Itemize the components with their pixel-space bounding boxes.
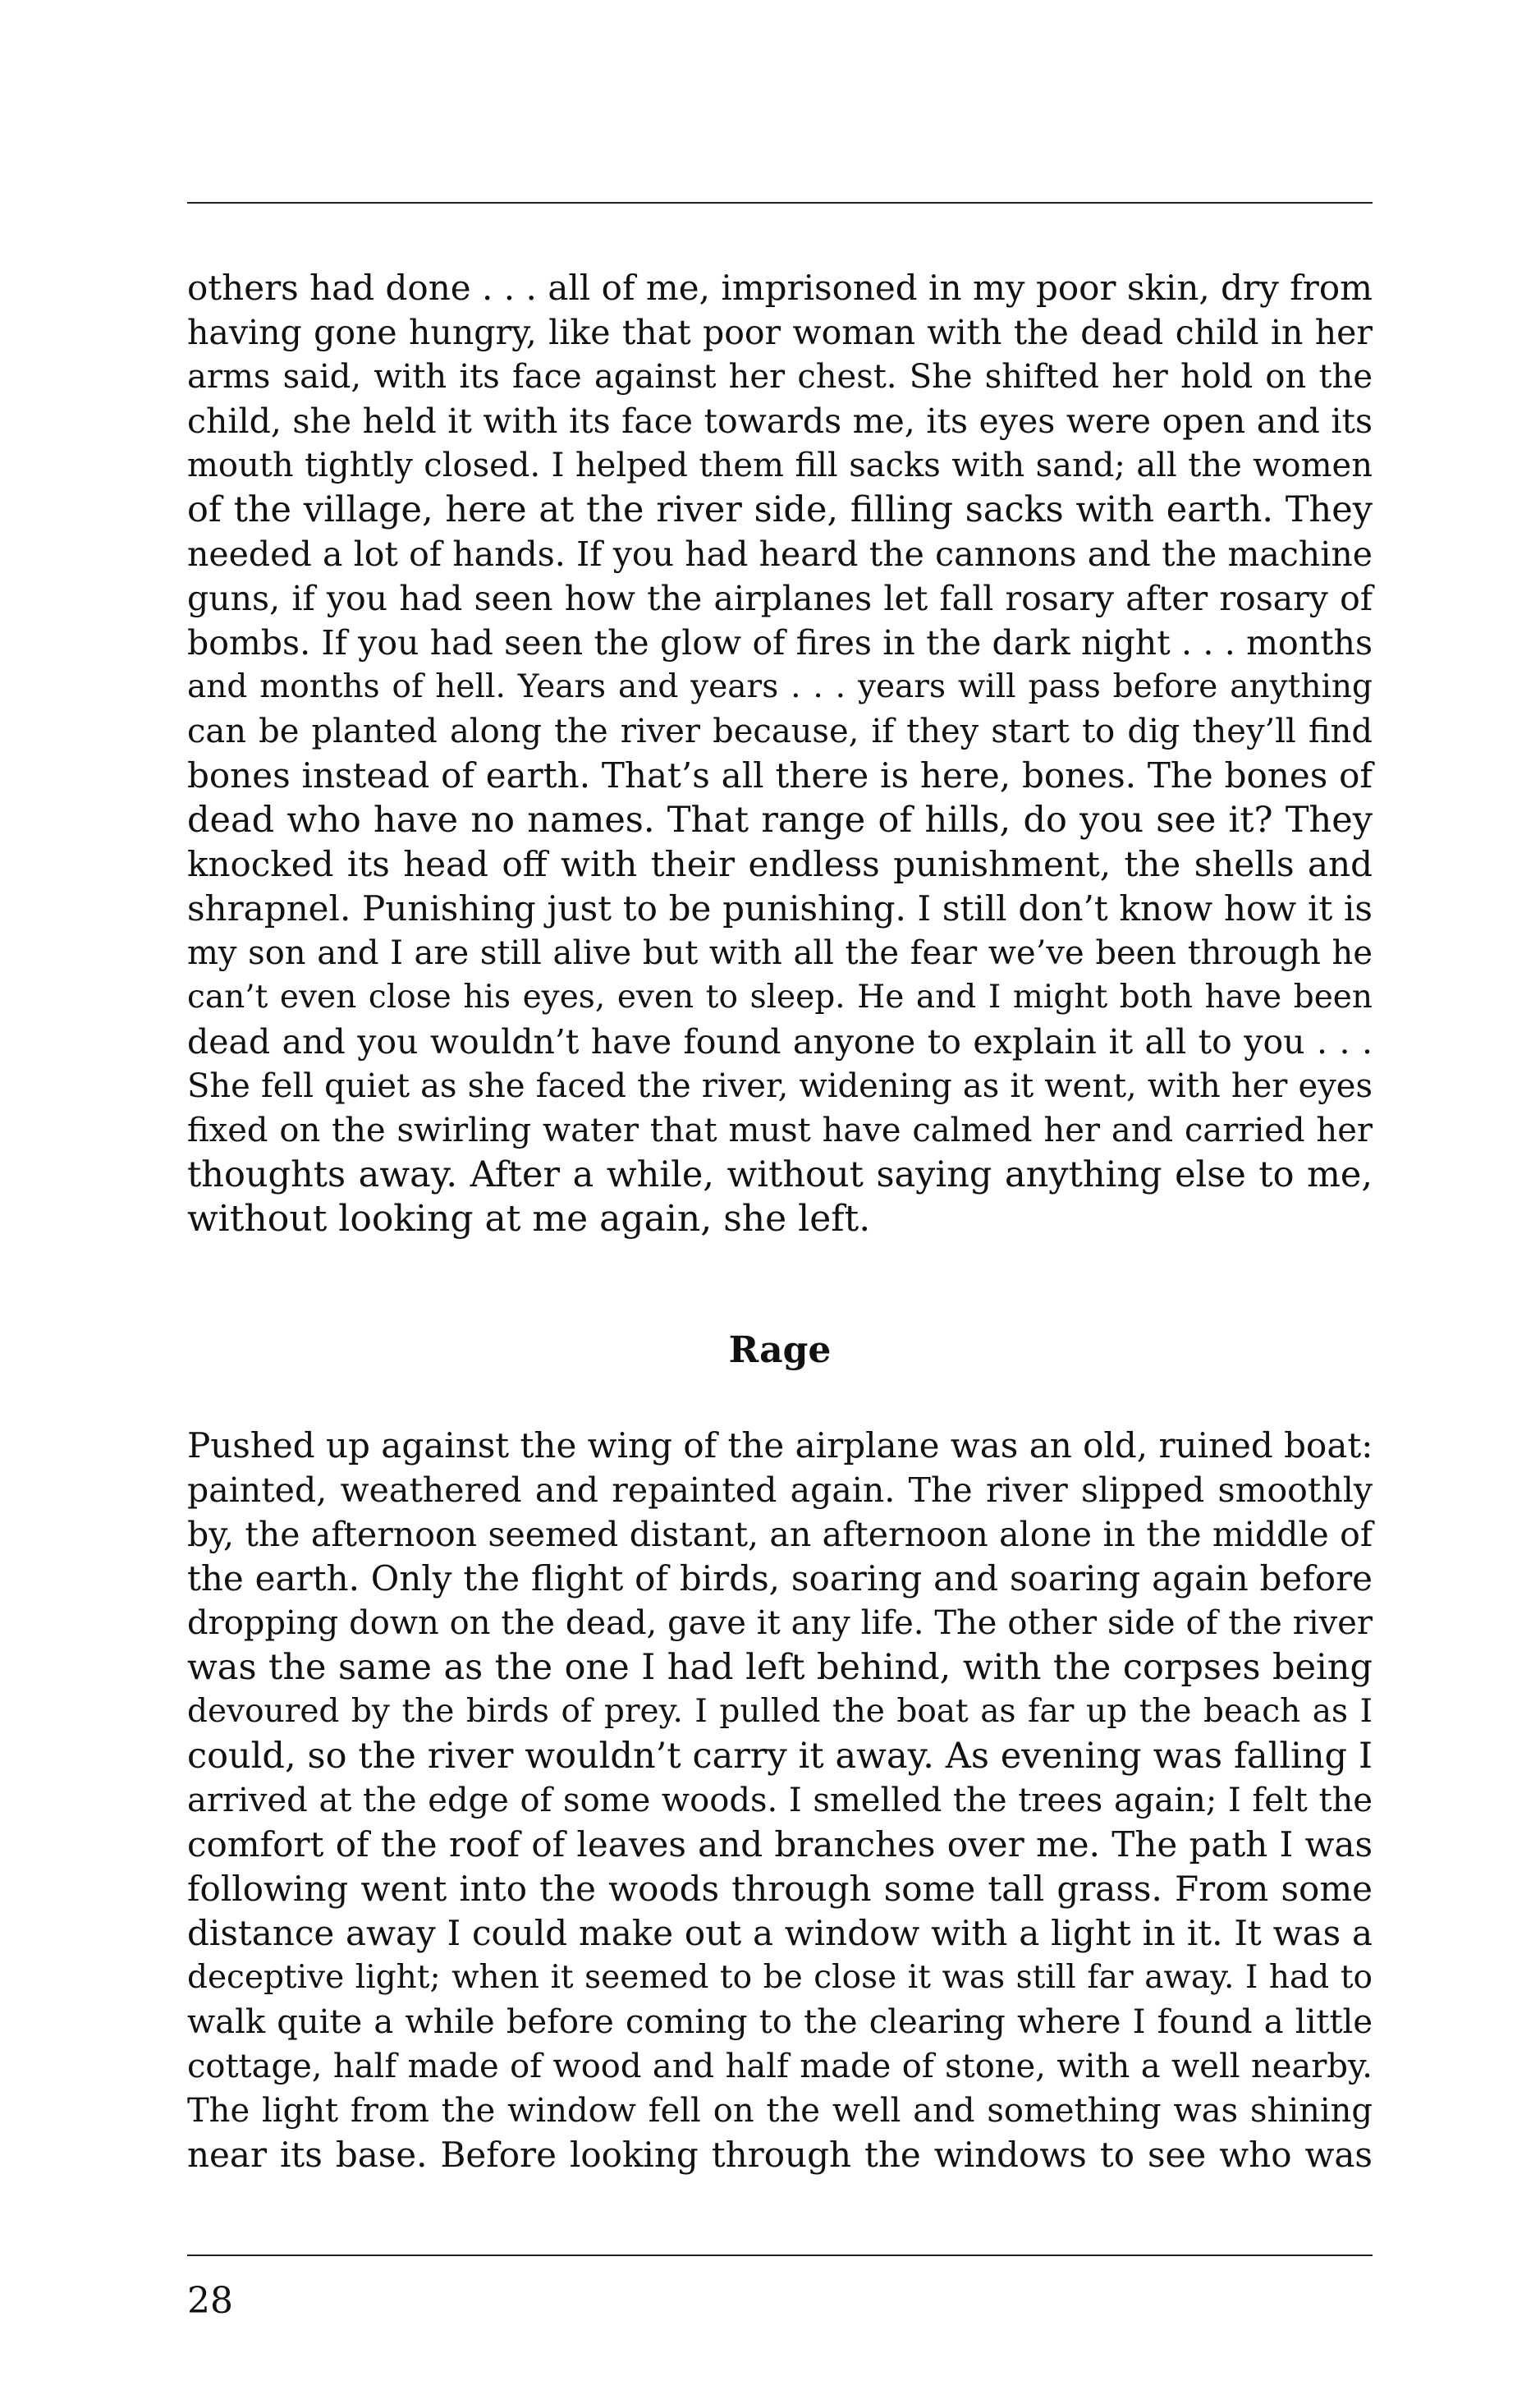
text-line: comfort of the roof of leaves and branches over me. The path I was bbox=[187, 1824, 1373, 1865]
text-line: cottage, half made of wood and half made of stone, with a well nearby. bbox=[187, 2048, 1373, 2085]
text-line: and months of hell. Years and years . . . years will pass before anything bbox=[187, 668, 1373, 705]
text-line: dead and you wouldn’t have found anyone to explain it all to you . . . bbox=[187, 1022, 1373, 1062]
text-line: having gone hungry, like that poor woman with the dead child in her bbox=[187, 313, 1373, 352]
text-line: knocked its head off with their endless punishment, the shells and bbox=[187, 844, 1373, 884]
text-line: following went into the woods through some tall grass. From some bbox=[187, 1869, 1373, 1909]
paragraph-continued bbox=[187, 266, 1373, 1241]
text-line: others had done . . . all of me, imprisoned in my poor skin, dry from bbox=[187, 268, 1373, 308]
text-line: the earth. Only the flight of birds, soaring and soaring again before bbox=[187, 1558, 1373, 1599]
text-line: of the village, here at the river side, filling sacks with earth. They bbox=[187, 489, 1373, 530]
text-line: guns, if you had seen how the airplanes let fall rosary after rosary of bbox=[187, 579, 1373, 618]
section-heading: Rage bbox=[728, 1329, 832, 1371]
text-line: Pushed up against the wing of the airplane was an old, ruined boat: bbox=[187, 1425, 1373, 1466]
text-line: by, the afternoon seemed distant, an afternoon alone in the middle of bbox=[187, 1515, 1373, 1554]
page-number: 28 bbox=[187, 2280, 233, 2322]
text-line: dead who have no names. That range of hills, do you see it? They bbox=[187, 800, 1373, 841]
bottom-rule bbox=[187, 2255, 1373, 2256]
text-line: painted, weathered and repainted again. The river slipped smoothly bbox=[187, 1470, 1373, 1510]
text-line: walk quite a while before coming to the clearing where I found a little bbox=[187, 2003, 1373, 2041]
text-line: distance away I could make out a window with a light in it. It was a bbox=[187, 1913, 1373, 1953]
text-line: fixed on the swirling water that must have calmed her and carried her bbox=[187, 1112, 1373, 1149]
text-line: was the same as the one I had left behind, with the corpses being bbox=[187, 1647, 1373, 1688]
text-line: The light from the window fell on the well and something was shining bbox=[187, 2092, 1373, 2130]
text-line: She fell quiet as she faced the river, widening as it went, with her eyes bbox=[187, 1067, 1373, 1105]
text-line: mouth tightly closed. I helped them fill sacks with sand; all the women bbox=[187, 447, 1373, 484]
text-line: arrived at the edge of some woods. I smelled the trees again; I felt the bbox=[187, 1782, 1373, 1819]
text-line: thoughts away. After a while, without saying anything else to me, bbox=[187, 1154, 1373, 1195]
text-line: can’t even close his eyes, even to sleep. He and I might both have been bbox=[187, 979, 1373, 1016]
text-line: can be planted along the river because, if they start to dig they’ll find bbox=[187, 713, 1373, 750]
text-line: child, she held it with its face towards me, its eyes were open and its bbox=[187, 401, 1373, 441]
text-line: bombs. If you had seen the glow of fires in the dark night . . . months bbox=[187, 623, 1373, 663]
text-line: deceptive light; when it seemed to be close it was still far away. I had to bbox=[187, 1959, 1373, 1996]
text-line: shrapnel. Punishing just to be punishing. I still don’t know how it is bbox=[187, 888, 1373, 929]
text-line: arms said, with its face against her chest. She shifted her hold on the bbox=[187, 358, 1373, 396]
top-rule bbox=[187, 202, 1373, 204]
text-line: devoured by the birds of prey. I pulled the boat as far up the beach as I bbox=[187, 1693, 1373, 1730]
paragraph-rage bbox=[187, 1424, 1373, 2177]
text-line: needed a lot of hands. If you had heard the cannons and the machine bbox=[187, 534, 1373, 574]
text-line: near its base. Before looking through the windows to see who was bbox=[187, 2135, 1373, 2175]
text-line: could, so the river wouldn’t carry it away. As evening was falling I bbox=[187, 1736, 1373, 1777]
text-line: bones instead of earth. That’s all there is here, bones. The bones of bbox=[187, 755, 1373, 796]
text-line: my son and I are still alive but with all the fear we’ve been through he bbox=[187, 934, 1373, 972]
text-line: without looking at me again, she left. bbox=[187, 1198, 871, 1240]
text-line: dropping down on the dead, gave it any life. The other side of the river bbox=[187, 1604, 1373, 1642]
